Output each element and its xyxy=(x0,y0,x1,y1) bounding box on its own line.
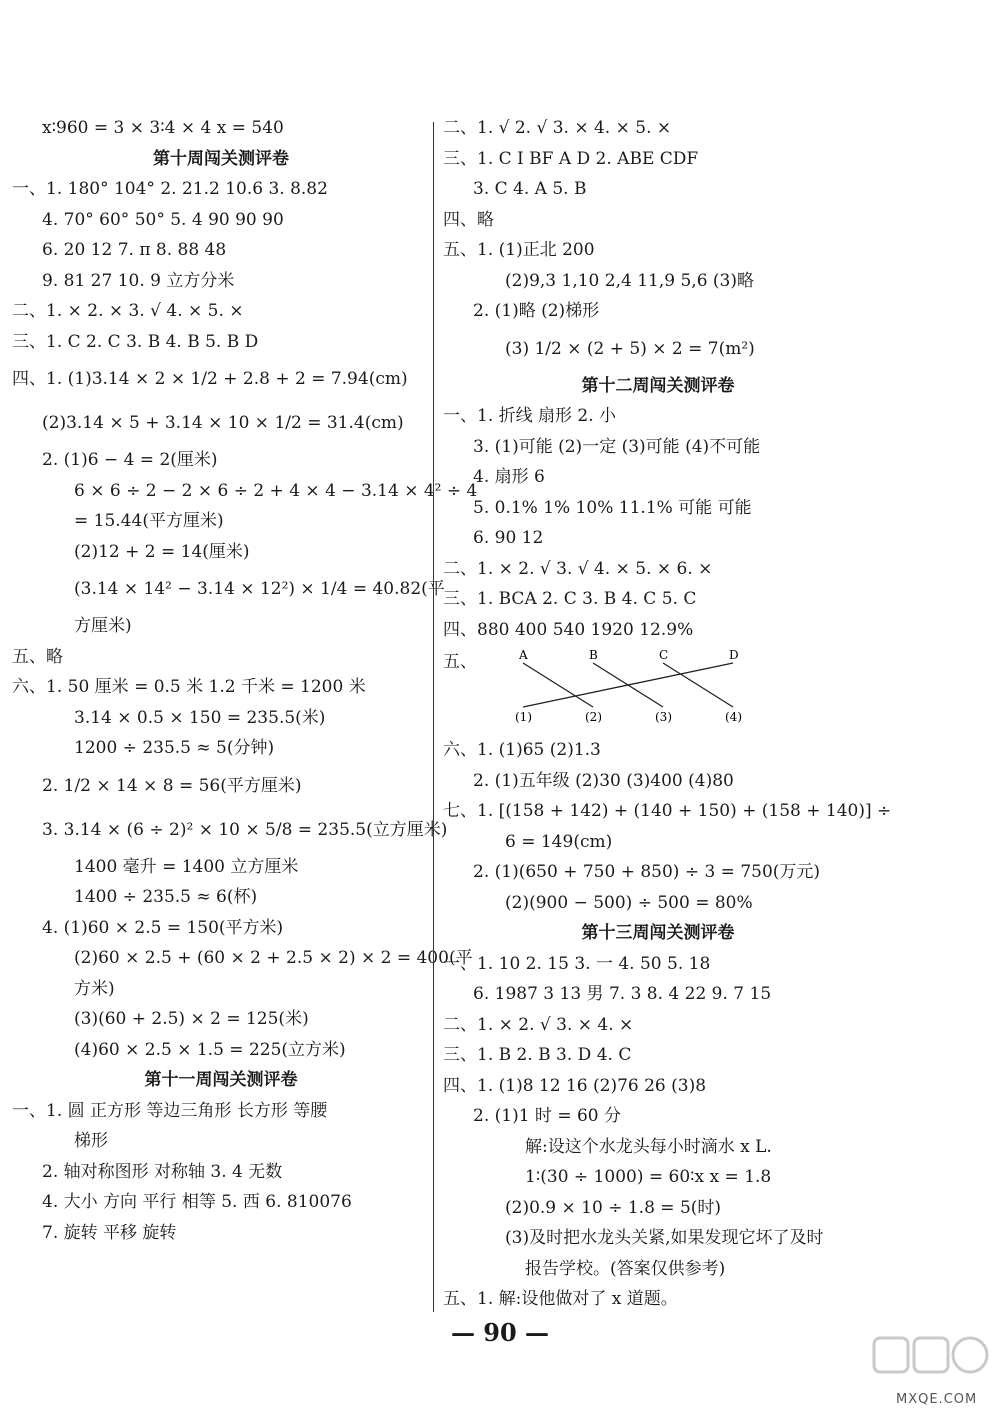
answer-line: 1400 毫升 = 1400 立方厘米 xyxy=(74,856,299,877)
answer-line: 3. 3.14 × (6 ÷ 2)² × 10 × 5/8 = 235.5(立方厘米) xyxy=(42,819,448,840)
match-bottom-label: (1) xyxy=(515,710,532,724)
answer-line: 2. (1)(650 + 750 + 850) ÷ 3 = 750(万元) xyxy=(473,862,821,882)
match-bottom-label: (4) xyxy=(725,710,742,724)
answer-line: 5. 0.1% 1% 10% 11.1% 可能 可能 xyxy=(473,497,752,518)
answer-line: 四、略 xyxy=(443,209,494,230)
answer-line: 3. (1)可能 (2)一定 (3)可能 (4)不可能 xyxy=(473,436,761,457)
answer-line: 三、1. BCA 2. C 3. B 4. C 5. C xyxy=(443,589,697,609)
answer-line: 2. (1)略 (2)梯形 xyxy=(473,301,600,321)
answer-line: 二、1. × 2. √ 3. × 4. × xyxy=(443,1014,634,1035)
answer-line: 五、略 xyxy=(12,646,63,667)
match-top-label: B xyxy=(589,648,598,662)
answer-line: 1∶(30 ÷ 1000) = 60∶x x = 1.8 xyxy=(525,1167,772,1187)
answer-line: (2)0.9 × 10 ÷ 1.8 = 5(时) xyxy=(505,1197,722,1218)
answer-line: 二、1. × 2. × 3. √ 4. × 5. × xyxy=(12,301,244,321)
answer-line: 一、1. 10 2. 15 3. 一 4. 50 5. 18 xyxy=(443,953,711,974)
answer-line: 1200 ÷ 235.5 ≈ 5(分钟) xyxy=(74,738,275,758)
answer-line: 二、1. √ 2. √ 3. × 4. × 5. × xyxy=(443,118,672,138)
answer-line: 1400 ÷ 235.5 ≈ 6(杯) xyxy=(74,887,258,907)
answer-line: 3.14 × 0.5 × 150 = 235.5(米) xyxy=(74,707,326,728)
answer-line: 报告学校。(答案仅供参考) xyxy=(525,1258,726,1279)
section-title: 第十周闯关测评卷 xyxy=(153,148,289,169)
match-line xyxy=(523,663,593,707)
answer-line: (4)60 × 2.5 × 1.5 = 225(立方米) xyxy=(74,1039,346,1060)
column-divider xyxy=(433,122,434,1312)
answer-line: 2. (1)6 − 4 = 2(厘米) xyxy=(42,450,218,470)
answer-line: 2. (1)1 时 = 60 分 xyxy=(473,1106,622,1126)
answer-line: 三、1. B 2. B 3. D 4. C xyxy=(443,1045,632,1065)
answer-line: 6. 90 12 xyxy=(473,528,544,548)
answer-line: (2)60 × 2.5 + (60 × 2 + 2.5 × 2) × 2 = 400(平 xyxy=(74,948,473,968)
answer-line: (2)12 + 2 = 14(厘米) xyxy=(74,541,250,562)
answer-line: x∶960 = 3 × 3∶4 × 4 x = 540 xyxy=(42,118,284,138)
answer-line: 三、1. C I BF A D 2. ABE CDF xyxy=(443,148,699,169)
watermark-logo-icon xyxy=(870,1330,990,1400)
section-title: 第十一周闯关测评卷 xyxy=(144,1070,298,1090)
answer-line: 五、1. (1)正北 200 xyxy=(443,240,595,260)
answer-line: 4. 扇形 6 xyxy=(473,467,545,487)
answer-line: (2)9,3 1,10 2,4 11,9 5,6 (3)略 xyxy=(505,270,754,291)
answer-line: 6 × 6 ÷ 2 − 2 × 6 ÷ 2 + 4 × 4 − 3.14 × 4² ÷ 4 xyxy=(74,480,478,501)
matching-lines xyxy=(479,645,779,735)
answer-line: 6. 20 12 7. π 8. 88 48 xyxy=(42,240,227,260)
answer-line: 6 = 149(cm) xyxy=(505,831,613,852)
answer-line: 解:设这个水龙头每小时滴水 x L. xyxy=(525,1136,772,1157)
answer-line: (2)3.14 × 5 + 3.14 × 10 × 1/2 = 31.4(cm) xyxy=(42,413,404,433)
answer-line: 二、1. × 2. √ 3. √ 4. × 5. × 6. × xyxy=(443,558,713,579)
answer-line: 一、1. 折线 扇形 2. 小 xyxy=(443,406,617,426)
answer-line: 2. (1)五年级 (2)30 (3)400 (4)80 xyxy=(473,770,734,791)
answer-line: (3.14 × 14² − 3.14 × 12²) × 1/4 = 40.82(平 xyxy=(74,579,445,599)
answer-line: 一、1. 圆 正方形 等边三角形 长方形 等腰 xyxy=(12,1100,328,1121)
answer-line: 五、1. 解:设他做对了 x 道题。 xyxy=(443,1289,678,1309)
match-bottom-label: (3) xyxy=(655,710,672,724)
section-title: 第十三周闯关测评卷 xyxy=(581,923,735,943)
matching-diagram xyxy=(443,645,873,735)
answer-line: 4. 大小 方向 平行 相等 5. 西 6. 810076 xyxy=(42,1192,352,1212)
match-top-label: A xyxy=(519,648,528,662)
page-number: — 90 — xyxy=(450,1318,550,1347)
answer-line: 四、880 400 540 1920 12.9% xyxy=(443,619,694,640)
answer-line: 六、1. 50 厘米 = 0.5 米 1.2 千米 = 1200 米 xyxy=(12,677,366,697)
answer-line: (3)(60 + 2.5) × 2 = 125(米) xyxy=(74,1009,309,1029)
answer-line: (3)及时把水龙头关紧,如果发现它坏了及时 xyxy=(505,1228,824,1248)
section-title: 第十二周闯关测评卷 xyxy=(581,375,735,396)
matching-label: 五、 xyxy=(443,652,477,672)
answer-line: 4. (1)60 × 2.5 = 150(平方米) xyxy=(42,917,284,938)
match-line xyxy=(663,663,733,707)
answer-line: 6. 1987 3 13 男 7. 3 8. 4 22 9. 7 15 xyxy=(473,984,772,1004)
answer-line: 一、1. 180° 104° 2. 21.2 10.6 3. 8.82 xyxy=(12,179,328,199)
answer-line: 方米) xyxy=(74,978,115,999)
answer-line: 四、1. (1)3.14 × 2 × 1/2 + 2.8 + 2 = 7.94(cm) xyxy=(12,369,408,389)
answer-line: 四、1. (1)8 12 16 (2)76 26 (3)8 xyxy=(443,1075,707,1096)
watermark-site-text: MXQE.COM xyxy=(896,1392,978,1407)
answer-line: 3. C 4. A 5. B xyxy=(473,179,587,199)
answer-line: (3) 1/2 × (2 + 5) × 2 = 7(m²) xyxy=(505,338,755,359)
answer-line: 三、1. C 2. C 3. B 4. B 5. B D xyxy=(12,331,259,352)
answer-line: 梯形 xyxy=(74,1131,108,1151)
answer-line: 2. 1/2 × 14 × 8 = 56(平方厘米) xyxy=(42,775,302,796)
match-top-label: D xyxy=(729,648,739,662)
answer-line: 9. 81 27 10. 9 立方分米 xyxy=(42,270,235,291)
answer-line: (2)(900 − 500) ÷ 500 = 80% xyxy=(505,892,753,913)
answer-line: 七、1. [(158 + 142) + (140 + 150) + (158 + 140)] ÷ xyxy=(443,801,892,821)
match-bottom-label: (2) xyxy=(585,710,602,724)
match-top-label: C xyxy=(659,648,669,662)
answer-line: 六、1. (1)65 (2)1.3 xyxy=(443,740,601,760)
answer-line: = 15.44(平方厘米) xyxy=(74,511,224,531)
match-line xyxy=(523,663,733,707)
answer-line: 2. 轴对称图形 对称轴 3. 4 无数 xyxy=(42,1161,283,1182)
right-column xyxy=(443,113,892,1315)
answer-line: 4. 70° 60° 50° 5. 4 90 90 90 xyxy=(42,209,284,230)
answer-line: 7. 旋转 平移 旋转 xyxy=(42,1222,177,1243)
answer-line: 方厘米) xyxy=(74,616,132,636)
